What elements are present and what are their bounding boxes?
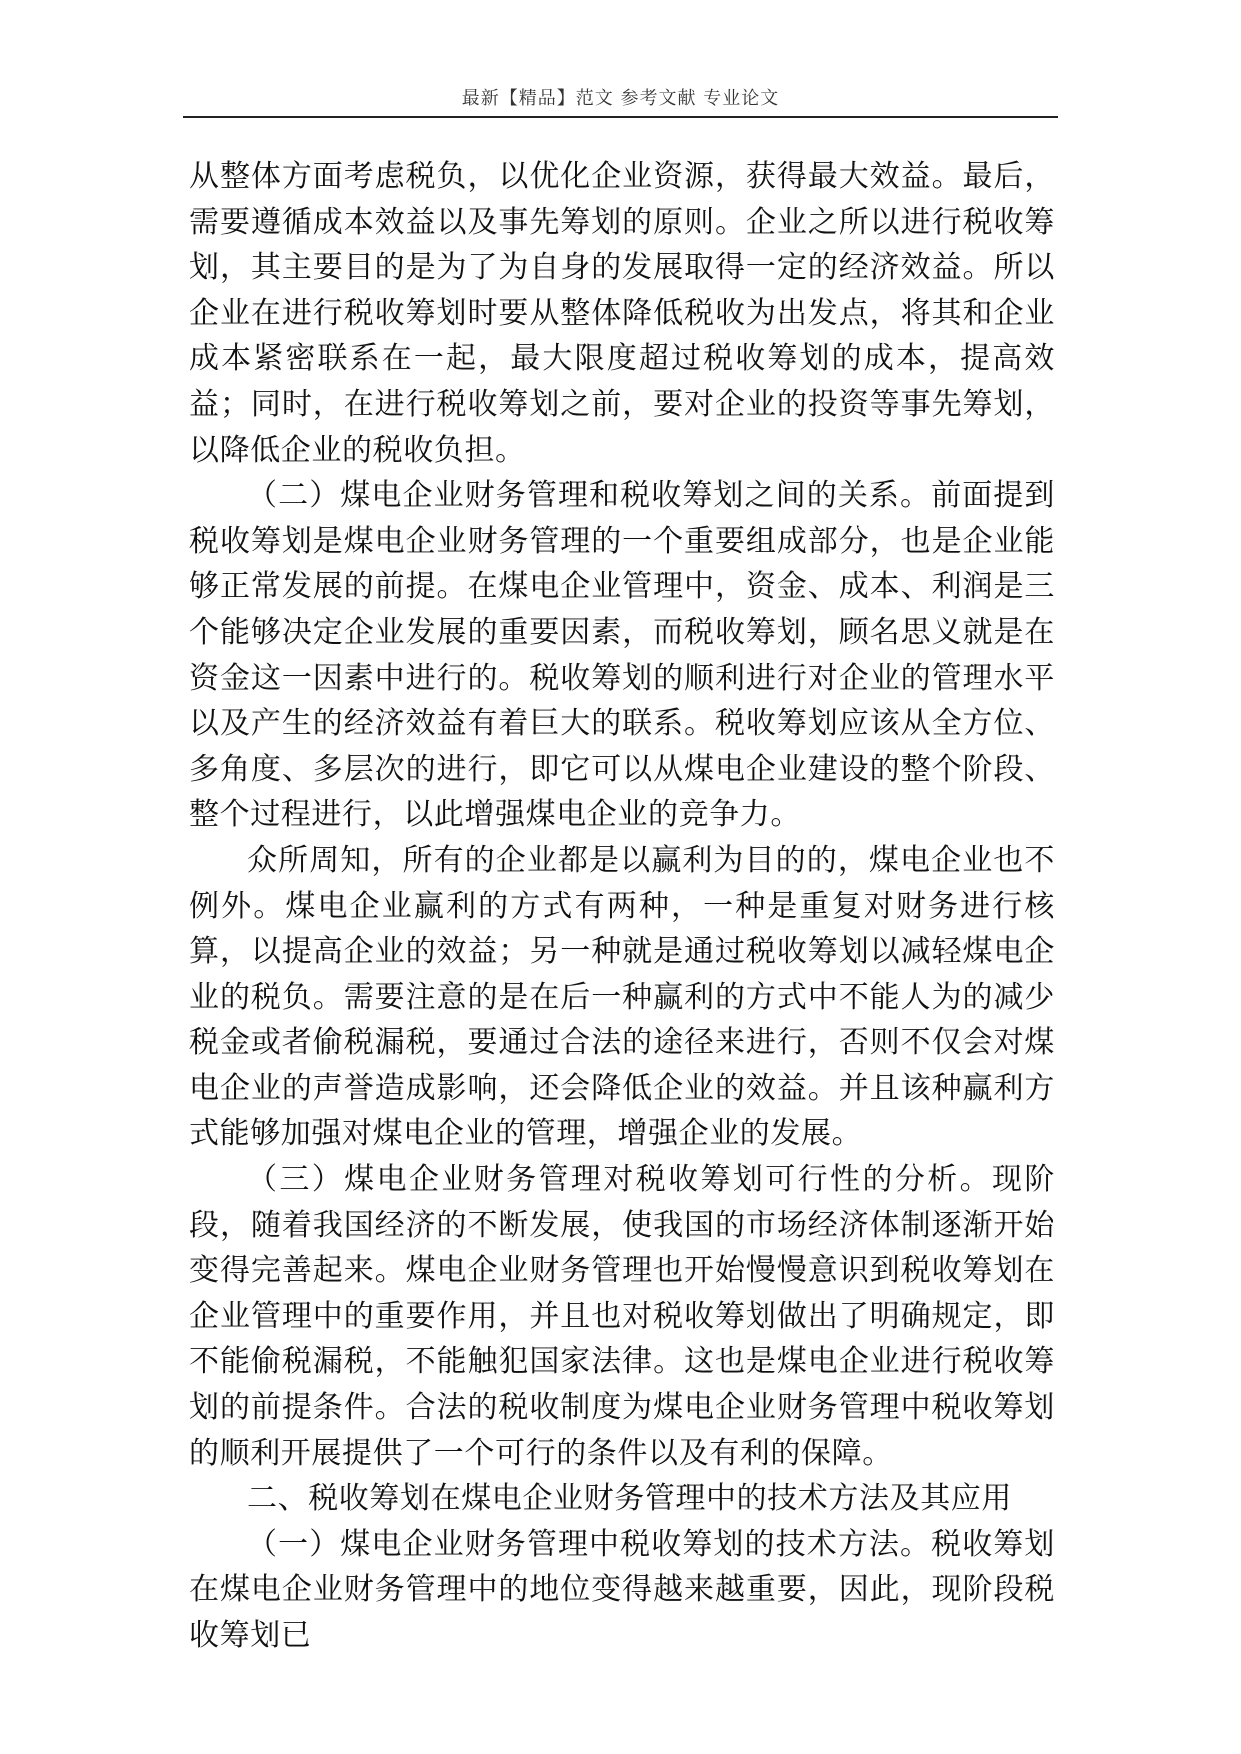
section-heading-2: 二、税收筹划在煤电企业财务管理中的技术方法及其应用 bbox=[247, 1481, 1012, 1517]
page-header: 最新【精品】范文 参考文献 专业论文 bbox=[461, 88, 780, 109]
document-body bbox=[189, 154, 1055, 1659]
paragraph-section-3: （三）煤电企业财务管理对税收筹划可行性的分析。现阶段，随着我国经济的不断发展，使我国的市场经济体制逐渐开始变得完善起来。煤电企业财务管理也开始慢慢意识到税收筹划在企业管理中的重要作用，并且也对税收筹划做出了明确规定，即不能偷税漏税，不能触犯国家法律。这也是煤电企业进行税收筹划的前提条件。合法的税收制度为煤电企业财务管理中税收筹划的顺利开展提供了一个可行的条件以及有利的保障。 bbox=[189, 1162, 1055, 1471]
paragraph-subsection-1: （一）煤电企业财务管理中税收筹划的技术方法。税收筹划在煤电企业财务管理中的地位变得越来越重要，因此，现阶段税收筹划已 bbox=[189, 1526, 1055, 1653]
header-divider bbox=[183, 116, 1058, 118]
paragraph-section-2: （二）煤电企业财务管理和税收筹划之间的关系。前面提到税收筹划是煤电企业财务管理的一个重要组成部分，也是企业能够正常发展的前提。在煤电企业管理中，资金、成本、利润是三个能够决定企业发展的重要因素，而税收筹划，顾名思义就是在资金这一因素中进行的。税收筹划的顺利进行对企业的管理水平以及产生的经济效益有着巨大的联系。税收筹划应该从全方位、多角度、多层次的进行，即它可以从煤电企业建设的整个阶段、整个过程进行，以此增强煤电企业的竞争力。 bbox=[189, 478, 1055, 833]
paragraph-continuation: 从整体方面考虑税负，以优化企业资源，获得最大效益。最后，需要遵循成本效益以及事先筹划的原则。企业之所以进行税收筹划，其主要目的是为了为自身的发展取得一定的经济效益。所以企业在进行税收筹划时要从整体降低税收为出发点，将其和企业成本紧密联系在一起，最大限度超过税收筹划的成本，提高效益；同时，在进行税收筹划之前，要对企业的投资等事先筹划，以降低企业的税收负担。 bbox=[189, 159, 1055, 468]
paragraph-profit-methods: 众所周知，所有的企业都是以赢利为目的的，煤电企业也不例外。煤电企业赢利的方式有两种，一种是重复对财务进行核算，以提高企业的效益；另一种就是通过税收筹划以减轻煤电企业的税负。需要注意的是在后一种赢利的方式中不能人为的减少税金或者偷税漏税，要通过合法的途径来进行，否则不仅会对煤电企业的声誉造成影响，还会降低企业的效益。并且该种赢利方式能够加强对煤电企业的管理，增强企业的发展。 bbox=[189, 842, 1055, 1152]
